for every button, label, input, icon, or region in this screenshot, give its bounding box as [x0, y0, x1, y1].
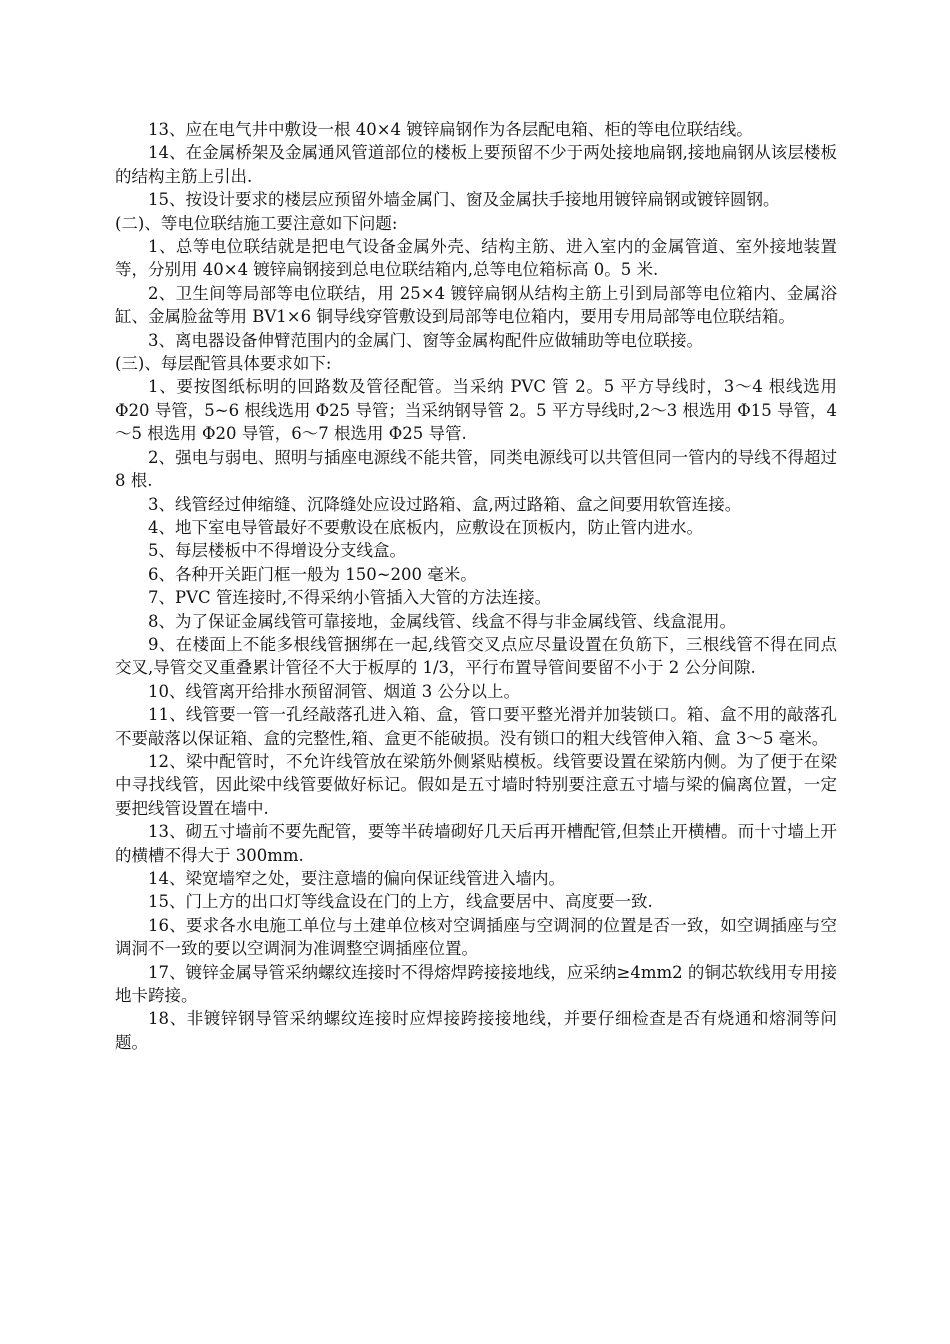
- document-page: [115, 118, 837, 1054]
- paragraph-item-16: 16、要求各水电施工单位与土建单位核对空调插座与空调洞的位置是否一致，如空调插座与空调洞不一致的要以空调洞为准调整空调插座位置。: [115, 915, 837, 959]
- paragraph-item-4: 4、地下室电导管最好不要敷设在底板内，应敷设在顶板内，防止管内进水。: [148, 517, 703, 537]
- paragraph-item-15: 15、按设计要求的楼层应预留外墙金属门、窗及金属扶手接地用镀锌扁钢或镀锌圆钢。: [148, 190, 780, 210]
- paragraph-item-5: 5、每层楼板中不得增设分支线盒。: [148, 541, 406, 561]
- paragraph-item-14: 14、梁宽墙窄之处，要注意墙的偏向保证线管进入墙内。: [148, 869, 565, 888]
- section-heading-2: (二)、等电位联结施工要注意如下问题:: [115, 213, 398, 233]
- paragraph-item-14: 14、在金属桥架及金属通风管道部位的楼板上要预留不少于两处接地扁钢,接地扁钢从该层楼板的结构主筋上引出.: [115, 143, 837, 186]
- paragraph-item-7: 7、PVC 管连接时,不得采纳小管插入大管的方法连接。: [148, 588, 552, 608]
- paragraph-item-17: 17、镀锌金属导管采纳螺纹连接时不得熔焊跨接接地线，应采纳≥4mm2 的铜芯软线用专用接地卡跨接。: [115, 962, 837, 1006]
- paragraph-item-13: 13、砌五寸墙前不要先配管，要等半砖墙砌好几天后再开槽配管,但禁止开横槽。而十寸墙上开的横槽不得大于 300mm.: [115, 822, 837, 865]
- paragraph-item-15: 15、门上方的出口灯等线盒设在门的上方，线盒要居中、高度要一致.: [148, 892, 653, 912]
- paragraph-item-6: 6、各种开关距门框一般为 150~200 毫米。: [148, 564, 477, 584]
- paragraph-item-2: 2、卫生间等局部等电位联结，用 25×4 镀锌扁钢从结构主筋上引到局部等电位箱内、金属浴缸、金属脸盆等用 BV1×6 铜导线穿管敷设到局部等电位箱内，要用专用局部等电位联结箱。: [115, 283, 837, 327]
- section-heading-3: (三)、每层配管具体要求如下:: [115, 354, 332, 374]
- paragraph-item-11: 11、线管要一管一孔经敲落孔进入箱、盒，管口要平整光滑并加装锁口。箱、盒不用的敲落孔不要敲落以保证箱、盒的完整性,箱、盒更不能破损。没有锁口的粗大线管伸入箱、盒 3～5 毫米。: [115, 705, 837, 748]
- paragraph-item-10: 10、线管离开给排水预留洞管、烟道 3 公分以上。: [148, 681, 520, 701]
- paragraph-item-9: 9、在楼面上不能多根线管捆绑在一起,线管交叉点应尽量设置在负筋下，三根线管不得在同点交叉,导管交叉重叠累计管径不大于板厚的 1/3，平行布置导管间要留不小于 2 公分间隙.: [115, 634, 837, 678]
- paragraph-item-3: 3、线管经过伸缩缝、沉降缝处应设过路箱、盒,两过路箱、盒之间要用软管连接。: [148, 494, 742, 514]
- paragraph-item-1: 1、要按图纸标明的回路数及管径配管。当采纳 PVC 管 2。5 平方导线时，3～4 根线选用 Φ20 导管，5~6 根线选用 Φ25 导管；当采纳钢导管 2。5 平方导线时,2～3 根选用 Φ15 导管，4～5 根选用 Φ20 导管，6～7 根选用 Φ25 导管.: [115, 377, 837, 444]
- paragraph-item-12: 12、梁中配管时，不允许线管放在梁筋外侧紧贴模板。线管要设置在梁筋内侧。为了便于在梁中寻找线管，因此梁中线管要做好标记。假如是五寸墙时特别要注意五寸墙与梁的偏离位置，一定要把线管设置在墙中.: [115, 751, 837, 818]
- paragraph-item-1: 1、总等电位联结就是把电气设备金属外壳、结构主筋、进入室内的金属管道、室外接地装置等，分别用 40×4 镀锌扁钢接到总电位联结箱内,总等电位箱标高 0。5 米.: [115, 237, 837, 280]
- paragraph-item-2: 2、强电与弱电、照明与插座电源线不能共管，同类电源线可以共管但同一管内的导线不得超过 8 根.: [115, 447, 837, 491]
- paragraph-item-18: 18、非镀锌钢导管采纳螺纹连接时应焊接跨接接地线，并要仔细检查是否有烧通和熔洞等问题。: [115, 1009, 837, 1052]
- paragraph-item-8: 8、为了保证金属线管可靠接地，金属线管、线盒不得与非金属线管、线盒混用。: [148, 611, 736, 631]
- paragraph-item-13: 13、应在电气井中敷设一根 40×4 镀锌扁钢作为各层配电箱、柜的等电位联结线。: [148, 120, 753, 139]
- paragraph-item-3: 3、离电器设备伸臂范围内的金属门、窗等金属构配件应做辅助等电位联接。: [148, 330, 703, 350]
